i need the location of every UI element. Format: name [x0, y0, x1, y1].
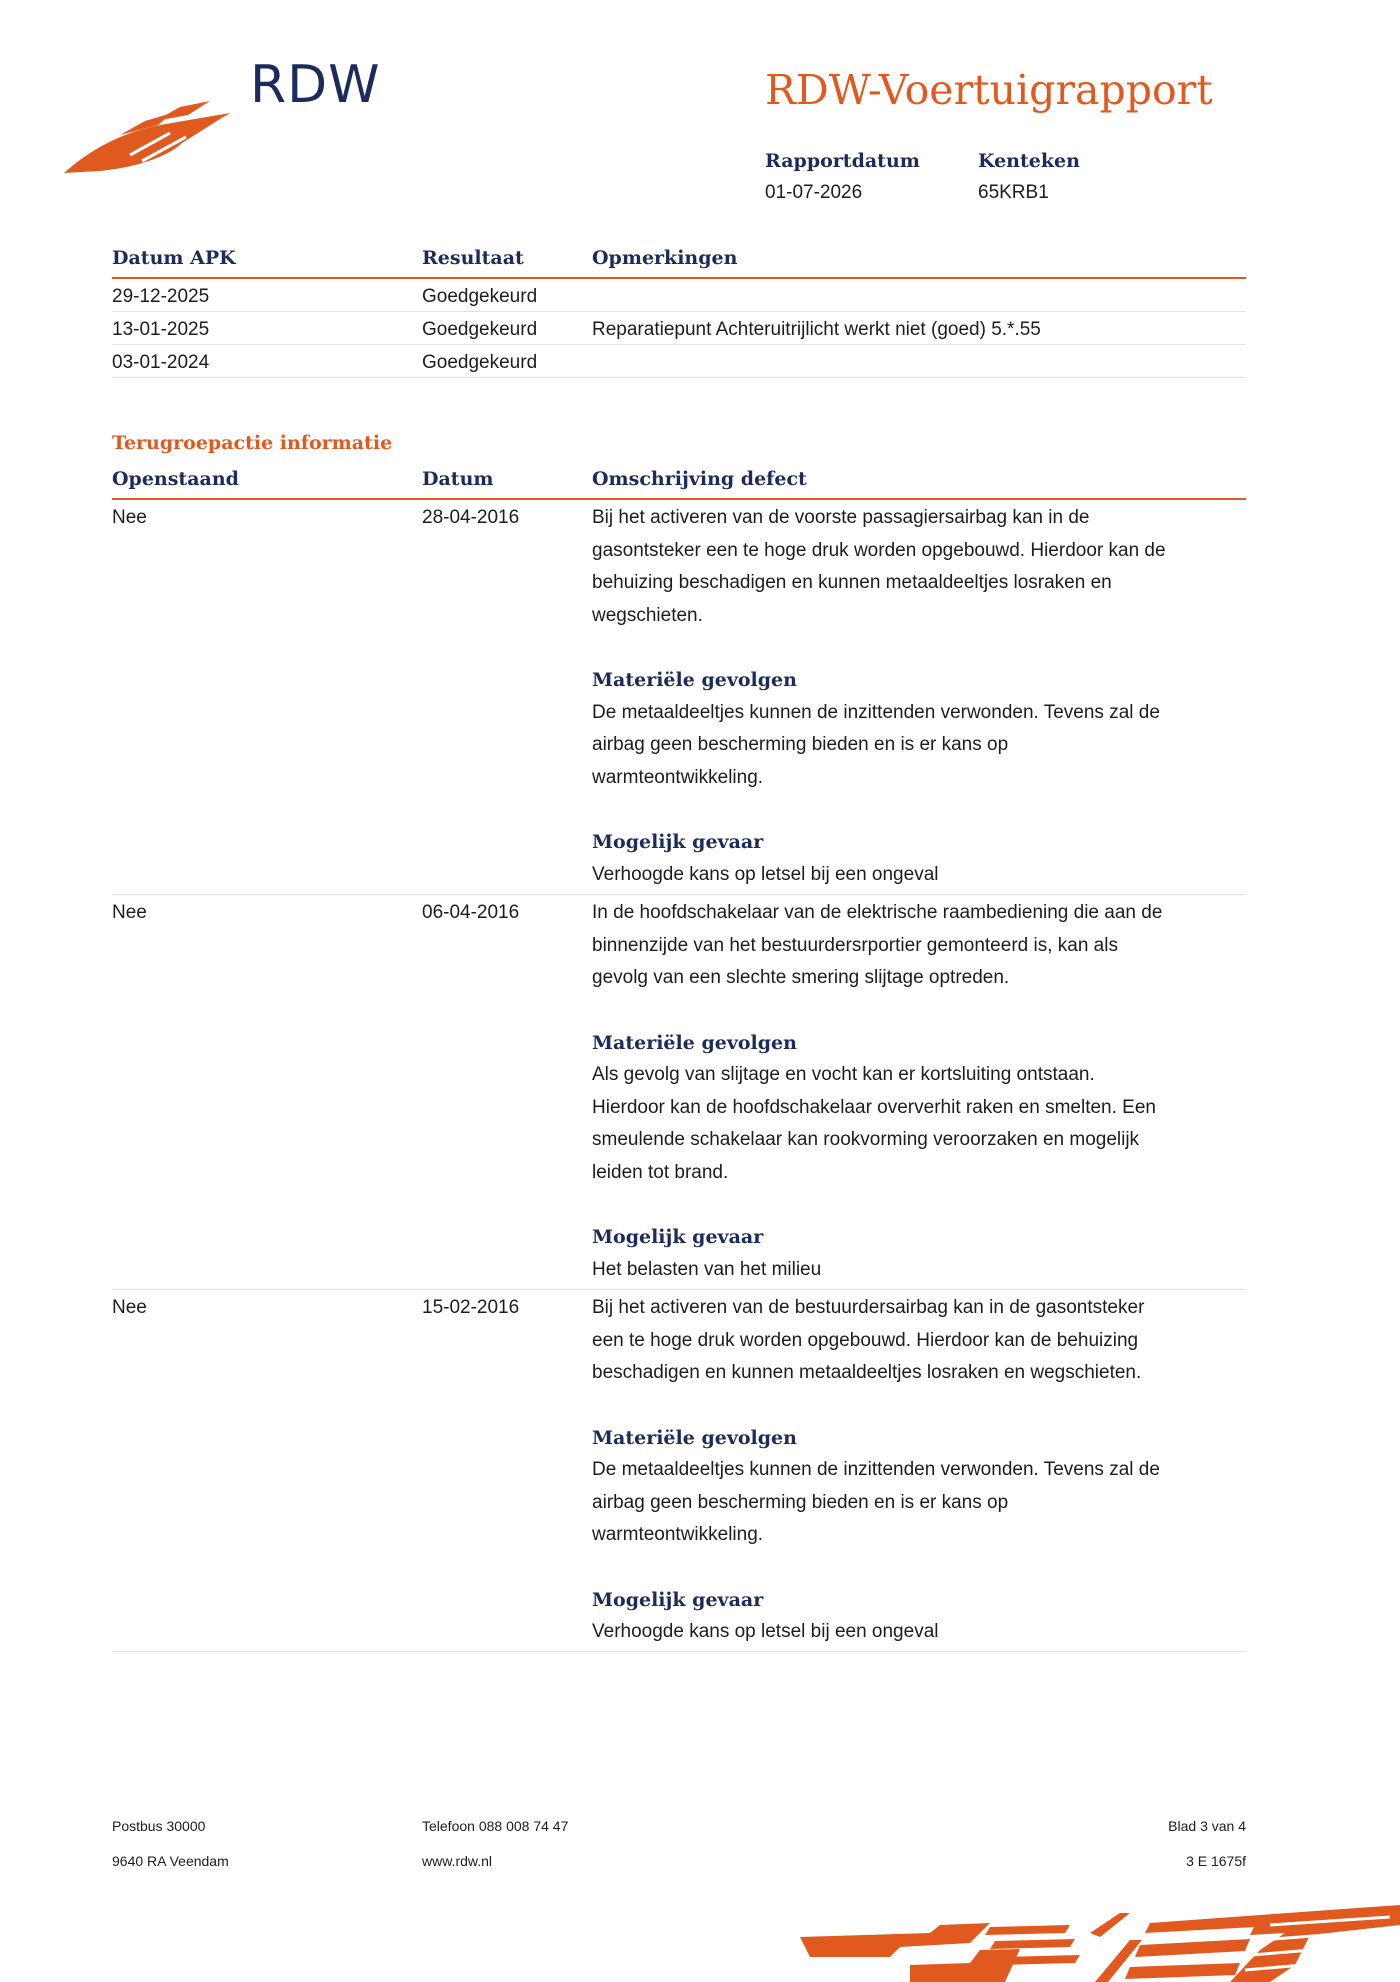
recall-description [592, 1292, 1246, 1649]
recall-openstaand: Nee [112, 507, 147, 528]
gevolgen-line: warmteontwikkeling. [592, 1524, 764, 1545]
logo-text: RDW [250, 55, 381, 115]
gevaar-heading: Mogelijk gevaar [592, 1226, 764, 1248]
gevolgen-line: warmteontwikkeling. [592, 766, 764, 788]
table-row [112, 500, 1246, 895]
description-line: In de hoofdschakelaar van de elektrische raambediening die aan de [592, 902, 1163, 923]
recall-section-title: Terugroepactie informatie [112, 432, 393, 454]
th-openstaand: Openstaand [112, 468, 239, 490]
recall-datum: 06-04-2016 [422, 902, 520, 923]
gevolgen-heading: Materiële gevolgen [592, 1426, 797, 1449]
description-line: beschadigen en kunnen metaaldeeltjes losraken en wegschieten. [592, 1362, 1142, 1383]
rapportdatum-label: Rapportdatum [765, 150, 920, 172]
apk-table-header [112, 245, 1246, 279]
th-opmerkingen: Opmerkingen [592, 247, 738, 269]
gevolgen-line: Als gevolg van slijtage en vocht kan er kortsluiting ontstaan. [592, 1064, 1095, 1085]
gevolgen-line: De metaaldeeltjes kunnen de inzittenden verwonden. Tevens zal de [592, 1459, 1160, 1480]
footer-website: www.rdw.nl [422, 1853, 493, 1869]
table-row [112, 895, 1246, 1290]
footer-phone: Telefoon 088 008 74 47 [422, 1818, 569, 1834]
apk-resultaat: Goedgekeurd [422, 286, 538, 307]
footer-code: 3 E 1675f [1186, 1853, 1246, 1869]
gevolgen-line: Hierdoor kan de hoofdschakelaar oververhit raken en smelten. Een [592, 1096, 1156, 1118]
description-line: gevolg van een slechte smering slijtage optreden. [592, 967, 1010, 988]
rdw-logo-icon [60, 95, 230, 175]
apk-opmerkingen: Reparatiepunt Achteruitrijlicht werkt niet (goed) 5.*.55 [592, 319, 1041, 340]
description-line: behuizing beschadigen en kunnen metaaldeeltjes losraken en [592, 572, 1112, 593]
footer-address-1: Postbus 30000 [112, 1818, 206, 1834]
description-line: Bij het activeren van de bestuurdersairbag kan in de gasontsteker [592, 1297, 1145, 1318]
rapportdatum-value: 01-07-2026 [765, 182, 863, 203]
description-line: een te hoge druk worden opgebouwd. Hierdoor kan de behuizing [592, 1329, 1139, 1351]
footer-page-number: Blad 3 van 4 [1168, 1818, 1246, 1834]
th-datum: Datum [422, 468, 494, 490]
gevolgen-line: smeulende schakelaar kan rookvorming veroorzaken en mogelijk [592, 1129, 1140, 1150]
description-line: binnenzijde van het bestuurdersrportier gemonteerd is, kan als [592, 934, 1118, 956]
apk-resultaat: Goedgekeurd [422, 352, 538, 373]
apk-datum: 29-12-2025 [112, 286, 210, 307]
gevolgen-heading: Materiële gevolgen [592, 1031, 797, 1054]
apk-datum: 03-01-2024 [112, 352, 210, 373]
rdw-logo [60, 55, 390, 185]
gevolgen-heading: Materiële gevolgen [592, 669, 797, 691]
th-datum-apk: Datum APK [112, 247, 236, 269]
apk-datum: 13-01-2025 [112, 319, 210, 340]
gevolgen-line: airbag geen bescherming bieden en is er kans op [592, 1491, 1009, 1513]
recall-openstaand: Nee [112, 902, 147, 923]
decorative-stripes [790, 1905, 1400, 1982]
recall-table-header [112, 466, 1246, 500]
th-resultaat: Resultaat [422, 247, 524, 269]
gevaar-text: Verhoogde kans op letsel bij een ongeval [592, 863, 939, 885]
gevaar-heading: Mogelijk gevaar [592, 1588, 764, 1611]
recall-table [112, 466, 1246, 1652]
report-title: RDW-Voertuigrapport [765, 66, 1213, 114]
description-line: Bij het activeren van de voorste passagiersairbag kan in de [592, 507, 1090, 528]
table-row [112, 279, 1246, 312]
recall-openstaand: Nee [112, 1297, 147, 1318]
table-row [112, 312, 1246, 345]
apk-resultaat: Goedgekeurd [422, 319, 538, 340]
kenteken-label: Kenteken [978, 150, 1080, 172]
table-row [112, 345, 1246, 378]
description-line: wegschieten. [592, 604, 703, 626]
gevolgen-line: De metaaldeeltjes kunnen de inzittenden verwonden. Tevens zal de [592, 701, 1160, 723]
gevolgen-line: airbag geen bescherming bieden en is er kans op [592, 734, 1009, 755]
th-omschrijving: Omschrijving defect [592, 468, 807, 490]
recall-description [592, 502, 1246, 891]
gevolgen-line: leiden tot brand. [592, 1161, 729, 1183]
table-row [112, 1290, 1246, 1652]
gevaar-text: Verhoogde kans op letsel bij een ongeval [592, 1621, 939, 1642]
footer-address-2: 9640 RA Veendam [112, 1853, 229, 1869]
gevaar-heading: Mogelijk gevaar [592, 831, 764, 853]
gevaar-text: Het belasten van het milieu [592, 1258, 822, 1280]
recall-description [592, 897, 1246, 1286]
kenteken-value: 65KRB1 [978, 182, 1049, 203]
recall-datum: 28-04-2016 [422, 507, 520, 528]
apk-table [112, 245, 1246, 378]
description-line: gasontsteker een te hoge druk worden opgebouwd. Hierdoor kan de [592, 539, 1166, 561]
recall-datum: 15-02-2016 [422, 1297, 520, 1318]
